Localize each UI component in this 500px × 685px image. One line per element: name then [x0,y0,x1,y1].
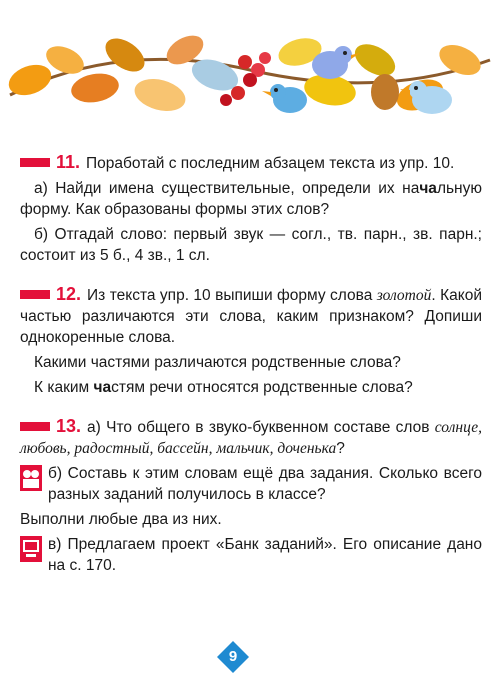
exercise-12 [20,284,482,398]
task-text: стям речи относятся родственные слова? [111,379,413,396]
exercise-marker-icon [20,422,50,431]
task-text: льную форму. Как образованы формы этих слов? [20,180,482,218]
exercise-number: 11. [56,152,81,172]
exercise-text: . Какой частью различаются эти слова, каким признаком? Допиши однокоренные слова. [20,287,482,346]
exercise-number: 12. [56,284,82,304]
exercise-12-question-1: Какими частями различаются родственные слова? [34,354,401,371]
task-text: а) Найди имена существительные, определи их на [34,180,420,197]
exercise-13-a [20,416,482,459]
exercise-11-intro [20,152,482,174]
exercise-text: Поработай с последним абзацем текста из упр. 10. [86,155,455,172]
page-number: 9 [228,648,238,665]
exercise-marker-icon [20,290,50,299]
exercise-text: Из текста упр. 10 выпиши форму слова [87,287,377,304]
exercise-marker-icon [20,158,50,167]
task-text-bold: ча [93,379,112,396]
exercise-12-intro [20,284,482,348]
example-word: золотой [376,287,432,304]
task-text-bold: ча [419,180,437,197]
task-text: в) Предлагаем проект «Банк заданий». Его описание дано на с. 170. [48,536,482,574]
exercise-13-b-note: Выполни любые два из них. [20,511,222,528]
exercise-text: ? [336,440,345,457]
autumn-leaves-birds-banner [0,0,500,140]
pair-work-icon [20,465,42,491]
exercise-12-question-2 [20,377,482,398]
task-text: б) Составь к этим словам ещё два задания. Сколько всего разных заданий получилось в классе? [48,465,482,503]
exercise-11-b: б) Отгадай слово: первый звук — согл., тв. парн., зв. парн.; состоит из 5 б., 4 зв., 1 сл. [20,226,482,264]
exercise-11-a [20,178,482,220]
example-words: солнце, любовь, радостный, бассейн, мальчик, доченька [20,419,482,457]
exercise-13-b [20,463,482,505]
exercise-13-c [20,534,482,576]
exercise-text: а) Что общего в звуко-буквенном составе слов [87,419,435,436]
project-computer-icon [20,536,42,562]
exercise-13 [20,416,482,576]
exercise-11 [20,152,482,266]
task-text: К каким [34,379,94,396]
exercise-number: 13. [56,416,82,436]
